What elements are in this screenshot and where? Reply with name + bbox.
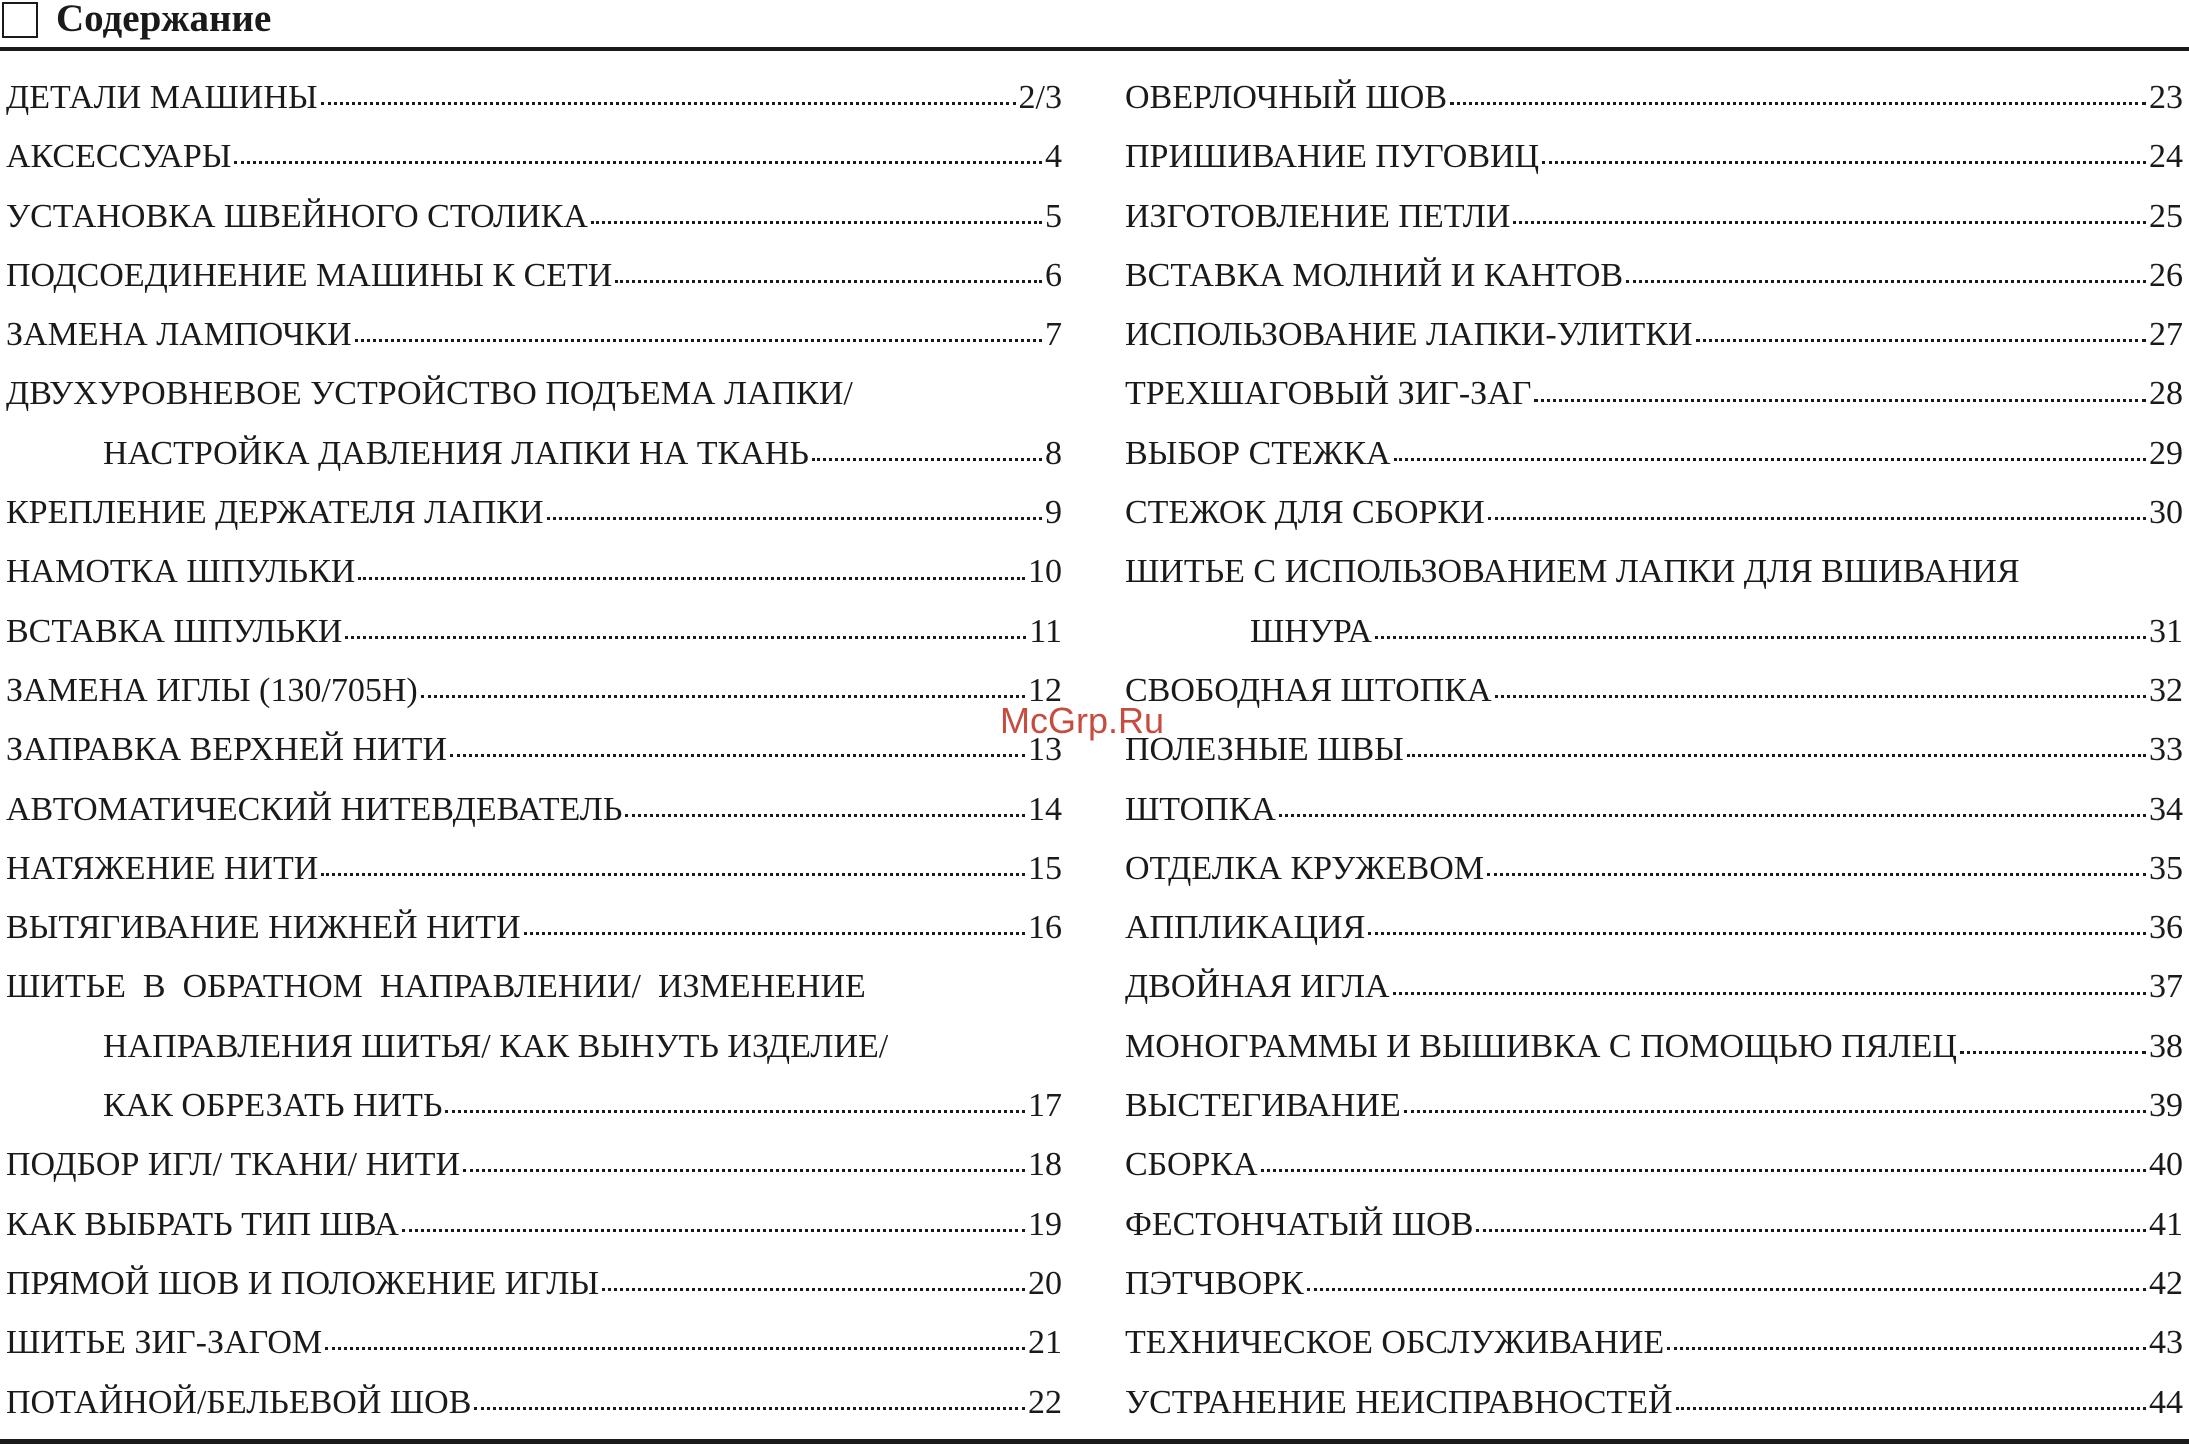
toc-entry-page: 33 <box>2149 731 2183 769</box>
toc-entry-page: 37 <box>2149 968 2183 1006</box>
toc-entry-title: ЗАПРАВКА ВЕРХНЕЙ НИТИ <box>6 731 447 769</box>
toc-entry-page: 8 <box>1045 434 1062 472</box>
toc-entry-page: 14 <box>1028 790 1062 828</box>
toc-entry-page: 16 <box>1028 909 1062 947</box>
toc-entry-title: ВСТАВКА МОЛНИЙ И КАНТОВ <box>1125 256 1624 294</box>
toc-entry-title: ВЫБОР СТЕЖКА <box>1125 434 1391 472</box>
toc-entry-continued[interactable] <box>6 364 1062 423</box>
toc-entry-page: 27 <box>2149 316 2183 354</box>
toc-entry-page: 7 <box>1045 316 1062 354</box>
toc-entry[interactable] <box>6 720 1062 779</box>
toc-entry[interactable] <box>1125 1313 2183 1372</box>
toc-entry-title: ВСТАВКА ШПУЛЬКИ <box>6 612 343 650</box>
toc-entry[interactable] <box>1125 1076 2183 1135</box>
toc-entry-title: АВТОМАТИЧЕСКИЙ НИТЕВДЕВАТЕЛЬ <box>6 790 623 828</box>
toc-entry-title: ДВОЙНАЯ ИГЛА <box>1125 968 1390 1006</box>
toc-entry[interactable] <box>1125 68 2183 127</box>
dot-leader <box>1960 1051 2146 1054</box>
toc-entry-title: ТРЕХШАГОВЫЙ ЗИГ-ЗАГ <box>1125 375 1532 413</box>
toc-entry[interactable] <box>6 1135 1062 1194</box>
toc-entry-page: 44 <box>2149 1383 2183 1421</box>
dot-leader <box>1393 992 2146 995</box>
dot-leader <box>1407 754 2146 757</box>
dot-leader <box>1667 1347 2146 1350</box>
dot-leader <box>463 1169 1025 1172</box>
toc-entry[interactable] <box>1125 898 2183 957</box>
toc-entry-page: 11 <box>1029 612 1062 650</box>
dot-leader <box>1375 636 2146 639</box>
top-divider <box>0 47 2189 51</box>
page-title: Содержание <box>56 0 272 40</box>
toc-entry-title: УСТРАНЕНИЕ НЕИСПРАВНОСТЕЙ <box>1125 1383 1673 1421</box>
toc-entry[interactable] <box>6 839 1062 898</box>
toc-entry-page: 4 <box>1045 138 1062 176</box>
toc-entry[interactable] <box>1125 780 2183 839</box>
toc-entry-page: 31 <box>2149 612 2183 650</box>
toc-entry[interactable] <box>1125 246 2183 305</box>
toc-entry-page: 29 <box>2149 434 2183 472</box>
dot-leader <box>1534 399 2146 402</box>
toc-entry-page: 22 <box>1028 1383 1062 1421</box>
toc-entry-page: 32 <box>2149 671 2183 709</box>
dot-leader <box>358 577 1025 580</box>
toc-entry[interactable] <box>6 246 1062 305</box>
toc-entry[interactable] <box>1125 1195 2183 1254</box>
toc-entry-page: 6 <box>1045 256 1062 294</box>
toc-right-column <box>1125 68 2183 1432</box>
toc-entry-page: 36 <box>2149 909 2183 947</box>
dot-leader <box>591 221 1042 224</box>
toc-entry-title: УСТАНОВКА ШВЕЙНОГО СТОЛИКА <box>6 197 588 235</box>
toc-entry-title: ДЕТАЛИ МАШИНЫ <box>6 79 318 116</box>
dot-leader <box>1513 221 2146 224</box>
toc-entry-continued[interactable] <box>6 957 1062 1016</box>
toc-entry-page: 40 <box>2149 1146 2183 1184</box>
dot-leader <box>602 1288 1025 1291</box>
toc-entry[interactable] <box>6 305 1062 364</box>
dot-leader <box>402 1229 1025 1232</box>
toc-entry-title: НАПРАВЛЕНИЯ ШИТЬЯ/ КАК ВЫНУТЬ ИЗДЕЛИЕ/ <box>103 1027 889 1065</box>
toc-entry-page: 23 <box>2149 79 2183 116</box>
toc-entry-page: 12 <box>1028 671 1062 709</box>
toc-entry-title: НАТЯЖЕНИЕ НИТИ <box>6 849 319 887</box>
toc-entry[interactable] <box>1125 187 2183 246</box>
toc-entry-title: ПЭТЧВОРК <box>1125 1264 1304 1302</box>
toc-entry[interactable] <box>1125 305 2183 364</box>
toc-entry-page: 20 <box>1028 1264 1062 1302</box>
dot-leader <box>547 517 1042 520</box>
toc-entry-title: ДВУХУРОВНЕВОЕ УСТРОЙСТВО ПОДЪЕМА ЛАПКИ/ <box>6 375 853 413</box>
toc-entry-continued[interactable] <box>1125 542 2183 601</box>
toc-entry[interactable] <box>6 1195 1062 1254</box>
toc-entry-page: 35 <box>2149 849 2183 887</box>
dot-leader <box>812 458 1042 461</box>
toc-entry-page: 25 <box>2149 197 2183 235</box>
toc-entry-page: 5 <box>1045 197 1062 235</box>
toc-entry[interactable] <box>1125 127 2183 186</box>
toc-entry[interactable] <box>1125 1373 2183 1432</box>
dot-leader <box>445 1110 1025 1113</box>
toc-entry-title: СВОБОДНАЯ ШТОПКА <box>1125 671 1492 709</box>
checkbox-square-icon <box>2 2 38 38</box>
toc-entry-title: ЗАМЕНА ИГЛЫ (130/705H) <box>6 671 418 709</box>
toc-entry-page: 39 <box>2149 1087 2183 1125</box>
toc-entry-page: 41 <box>2149 1205 2183 1243</box>
dot-leader <box>1394 458 2147 461</box>
toc-entry-title: ШНУРА <box>1250 612 1373 650</box>
toc-left-column <box>6 68 1062 1432</box>
toc-entry-title: ПОЛЕЗНЫЕ ШВЫ <box>1125 731 1404 769</box>
dot-leader <box>321 102 1016 105</box>
toc-entry[interactable] <box>6 127 1062 186</box>
toc-entry-title: ПОДСОЕДИНЕНИЕ МАШИНЫ К СЕТИ <box>6 256 613 294</box>
toc-entry-page: 30 <box>2149 494 2183 532</box>
toc-entry-page: 15 <box>1028 849 1062 887</box>
toc-entry[interactable] <box>1125 1254 2183 1313</box>
toc-entry-continued[interactable] <box>6 1017 1062 1076</box>
toc-entry-title: ШИТЬЕ ЗИГ-ЗАГОМ <box>6 1324 323 1362</box>
toc-entry[interactable] <box>6 1076 1062 1135</box>
dot-leader <box>1488 517 2146 520</box>
toc-entry[interactable] <box>1125 364 2183 423</box>
toc-entry[interactable] <box>1125 424 2183 483</box>
dot-leader <box>1450 102 2146 105</box>
toc-entry-page: 10 <box>1028 553 1062 591</box>
dot-leader <box>1495 695 2147 698</box>
dot-leader <box>1696 339 2146 342</box>
toc-entry[interactable] <box>6 1313 1062 1372</box>
dot-leader <box>1476 1229 2146 1232</box>
toc-entry-title: ВЫТЯГИВАНИЕ НИЖНЕЙ НИТИ <box>6 909 521 947</box>
toc-entry-title: НАМОТКА ШПУЛЬКИ <box>6 553 356 591</box>
toc-entry-page: 9 <box>1045 494 1062 532</box>
toc-entry-page: 42 <box>2149 1264 2183 1302</box>
toc-entry[interactable] <box>6 68 1062 127</box>
dot-leader <box>1261 1169 2146 1172</box>
dot-leader <box>1404 1110 2146 1113</box>
toc-entry[interactable] <box>1125 602 2183 661</box>
toc-entry[interactable] <box>6 898 1062 957</box>
toc-entry-page: 43 <box>2149 1324 2183 1362</box>
toc-entry[interactable] <box>1125 957 2183 1016</box>
toc-entry-title: МОНОГРАММЫ И ВЫШИВКА С ПОМОЩЬЮ ПЯЛЕЦ <box>1125 1027 1957 1065</box>
toc-entry-title: ОТДЕЛКА КРУЖЕВОМ <box>1125 849 1484 887</box>
dot-leader <box>625 814 1025 817</box>
toc-entry-page: 28 <box>2149 375 2183 413</box>
toc-entry[interactable] <box>1125 483 2183 542</box>
toc-entry[interactable] <box>6 780 1062 839</box>
toc-entry-title: КРЕПЛЕНИЕ ДЕРЖАТЕЛЯ ЛАПКИ <box>6 494 544 532</box>
toc-entry-page: 24 <box>2149 138 2183 176</box>
toc-entry-page: 18 <box>1028 1146 1062 1184</box>
dot-leader <box>321 873 1025 876</box>
toc-entry[interactable] <box>6 661 1062 720</box>
dot-leader <box>450 754 1025 757</box>
toc-entry-title: ОВЕРЛОЧНЫЙ ШОВ <box>1125 79 1448 116</box>
dot-leader <box>1279 814 2146 817</box>
toc-entry-title: ЗАМЕНА ЛАМПОЧКИ <box>6 316 352 354</box>
toc-entry[interactable] <box>6 483 1062 542</box>
toc-entry-title: КАК ВЫБРАТЬ ТИП ШВА <box>6 1205 399 1243</box>
toc-entry[interactable] <box>1125 1135 2183 1194</box>
toc-entry-title: ПОДБОР ИГЛ/ ТКАНИ/ НИТИ <box>6 1146 461 1184</box>
toc-entry[interactable] <box>1125 661 2183 720</box>
toc-entry-page: 13 <box>1028 731 1062 769</box>
toc-entry[interactable] <box>6 602 1062 661</box>
toc-entry[interactable] <box>1125 1017 2183 1076</box>
dot-leader <box>355 339 1042 342</box>
toc-entry-title: ШТОПКА <box>1125 790 1276 828</box>
toc-entry-title: ВЫСТЕГИВАНИЕ <box>1125 1087 1401 1125</box>
dot-leader <box>524 932 1025 935</box>
dot-leader <box>1626 280 2146 283</box>
toc-entry-title: ШИТЬЕ С ИСПОЛЬЗОВАНИЕМ ЛАПКИ ДЛЯ ВШИВАНИЯ <box>1125 553 2020 591</box>
toc-entry-page: 19 <box>1028 1205 1062 1243</box>
toc-entry-title: СТЕЖОК ДЛЯ СБОРКИ <box>1125 494 1485 532</box>
toc-entry-page: 17 <box>1028 1087 1062 1125</box>
toc-entry-title: ПРЯМОЙ ШОВ И ПОЛОЖЕНИЕ ИГЛЫ <box>6 1264 600 1302</box>
dot-leader <box>234 161 1042 164</box>
toc-entry[interactable] <box>6 542 1062 601</box>
dot-leader <box>325 1347 1025 1350</box>
dot-leader <box>1307 1288 2146 1291</box>
toc-entry-page: 38 <box>2149 1027 2183 1065</box>
watermark: McGrp.Ru <box>1000 700 1165 741</box>
toc-entry-title: ФЕСТОНЧАТЫЙ ШОВ <box>1125 1205 1474 1243</box>
toc-entry[interactable] <box>6 424 1062 483</box>
toc-entry-title: АКСЕССУАРЫ <box>6 138 232 176</box>
dot-leader <box>1487 873 2146 876</box>
dot-leader <box>1542 161 2146 164</box>
dot-leader <box>1676 1407 2146 1410</box>
toc-entry[interactable] <box>1125 720 2183 779</box>
toc-entry-title: ТЕХНИЧЕСКОЕ ОБСЛУЖИВАНИЕ <box>1125 1324 1665 1362</box>
toc-entry-page: 34 <box>2149 790 2183 828</box>
toc-entry-page: 21 <box>1028 1324 1062 1362</box>
dot-leader <box>1368 932 2146 935</box>
toc-entry-title: ИСПОЛЬЗОВАНИЕ ЛАПКИ-УЛИТКИ <box>1125 316 1693 354</box>
toc-entry-page: 26 <box>2149 256 2183 294</box>
dot-leader <box>421 695 1025 698</box>
dot-leader <box>615 280 1042 283</box>
dot-leader <box>474 1407 1025 1410</box>
toc-entry-title: ИЗГОТОВЛЕНИЕ ПЕТЛИ <box>1125 197 1511 235</box>
bottom-divider <box>0 1439 2189 1444</box>
toc-entry-title: ШИТЬЕ В ОБРАТНОМ НАПРАВЛЕНИИ/ ИЗМЕНЕНИЕ <box>6 968 866 1006</box>
toc-entry-title: СБОРКА <box>1125 1146 1258 1184</box>
toc-entry[interactable] <box>1125 839 2183 898</box>
toc-entry[interactable] <box>6 1373 1062 1432</box>
header <box>0 0 2189 48</box>
toc-entry[interactable] <box>6 187 1062 246</box>
dot-leader <box>345 636 1026 639</box>
toc-entry[interactable] <box>6 1254 1062 1313</box>
toc-entry-page: 2/3 <box>1018 79 1062 116</box>
toc-entry-title: НАСТРОЙКА ДАВЛЕНИЯ ЛАПКИ НА ТКАНЬ <box>103 434 809 472</box>
toc-entry-title: ПОТАЙНОЙ/БЕЛЬЕВОЙ ШОВ <box>6 1383 472 1421</box>
toc-entry-title: КАК ОБРЕЗАТЬ НИТЬ <box>103 1087 443 1125</box>
toc-entry-title: АППЛИКАЦИЯ <box>1125 909 1366 947</box>
toc-entry-title: ПРИШИВАНИЕ ПУГОВИЦ <box>1125 138 1540 176</box>
